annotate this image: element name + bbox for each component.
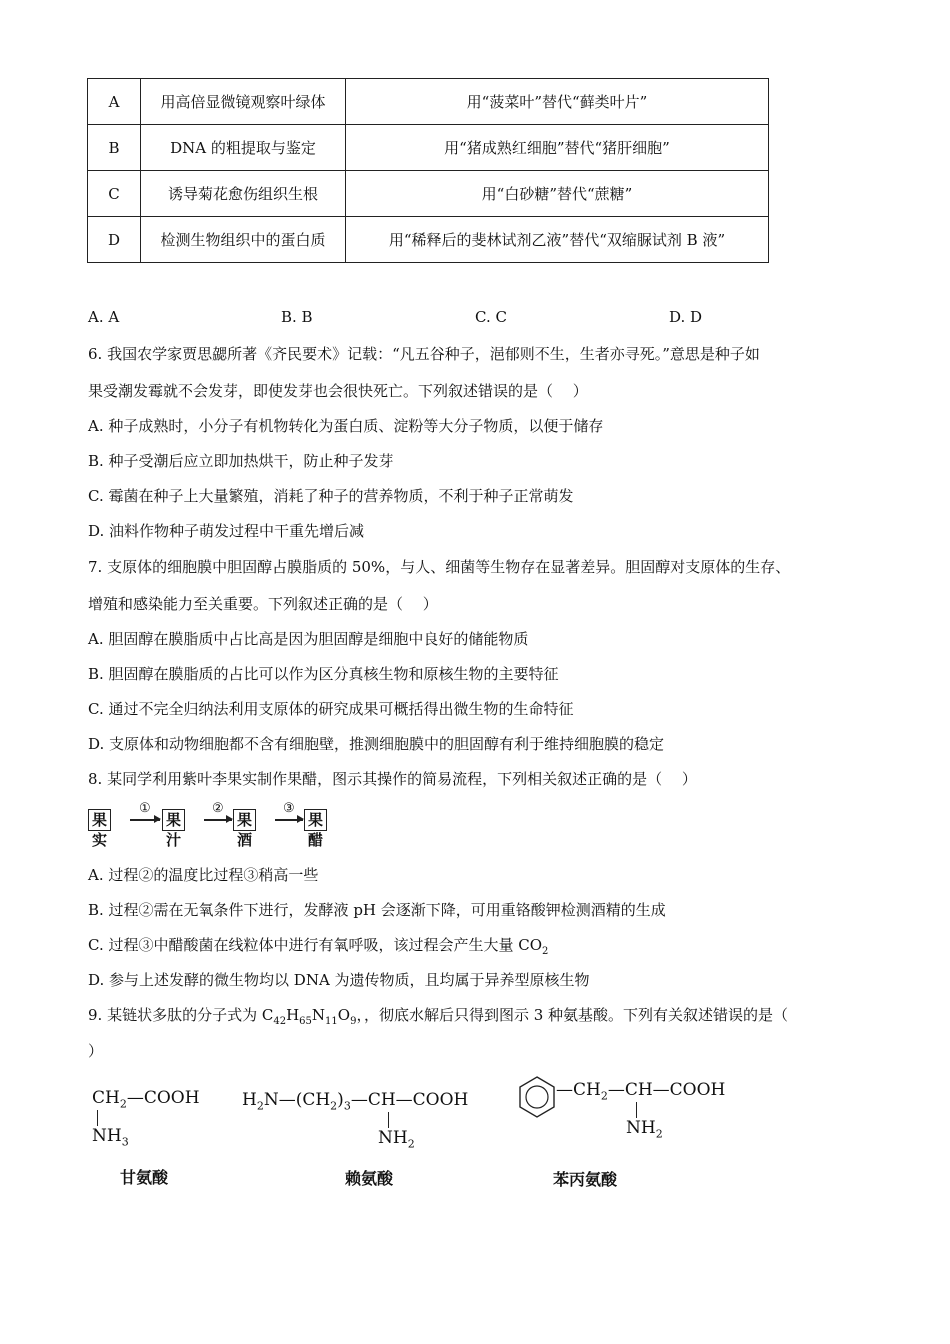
q9-stem-text: ，，彻底水解后只得到图示 3 种氨基酸。下列有关叙述错误的是（ (356, 1006, 789, 1024)
experiment-cell: 诱导菊花愈伤组织生根 (141, 171, 346, 217)
chem-sub: 3 (121, 1135, 129, 1149)
table-row (88, 171, 769, 217)
chem-sub: 2 (600, 1089, 608, 1103)
bond-line (636, 1102, 637, 1118)
q7-option-c: C. 通过不完全归纳法利用支原体的研究成果可概括得出微生物的生命特征 (88, 700, 574, 718)
chem-sub: 2 (655, 1127, 663, 1141)
q6-stem-line2: 果受潮发霉就不会发芽，即使发芽也会很快死亡。下列叙述错误的是（ ） (88, 382, 588, 400)
formula-sub: 11 (325, 1016, 338, 1027)
chem-text: NH (92, 1126, 122, 1146)
chem-text: ) (337, 1090, 344, 1110)
row-id: B (88, 125, 141, 171)
chem-text: NH (378, 1128, 408, 1148)
q8-option-a: A. 过程②的温度比过程③稍高一些 (88, 866, 319, 884)
chem-sub: 3 (343, 1099, 351, 1113)
formula-sub: 9 (350, 1016, 357, 1027)
q5-option-d: D. D (669, 308, 703, 326)
q7-option-b: B. 胆固醇在膜脂质的占比可以作为区分真核生物和原核生物的主要特征 (88, 665, 559, 683)
flow-arrow (275, 819, 303, 821)
chem-text: NH (626, 1118, 656, 1138)
table-row (88, 125, 769, 171)
flow-step-1: ① (139, 801, 151, 816)
flow-arrow (130, 819, 160, 821)
chem-text: —CH (556, 1080, 601, 1100)
lysine-amino (378, 1128, 415, 1150)
replacement-cell: 用“猪成熟红细胞”替代“猪肝细胞” (346, 125, 769, 171)
flow-box-juice: 果汁 (162, 809, 185, 831)
chem-text: H (242, 1090, 257, 1110)
phenylalanine-label: 苯丙氨酸 (553, 1170, 618, 1189)
table-row (88, 217, 769, 263)
q6-stem-line1: 6. 我国农学家贾思勰所著《齐民要术》记载：“凡五谷种子，浥郁则不生，生者亦寻死。”意思是种子如 (88, 345, 760, 363)
chem-text: —CH—COOH (350, 1090, 469, 1110)
row-id: A (88, 79, 141, 125)
chem-sub: 2 (330, 1099, 338, 1113)
formula-element: N (311, 1006, 326, 1024)
phenylalanine-amino (626, 1118, 663, 1140)
table-row (88, 79, 769, 125)
q7-stem-line1: 7. 支原体的细胞膜中胆固醇占膜脂质的 50%，与人、细菌等生物存在显著差异。胆固醇对支原体的生存、 (88, 558, 791, 576)
q6-option-c: C. 霉菌在种子上大量繁殖，消耗了种子的营养物质，不利于种子正常萌发 (88, 487, 574, 505)
flow-step-2: ② (212, 801, 224, 816)
q6-option-b: B. 种子受潮后应立即加热烘干，防止种子发芽 (88, 452, 394, 470)
chem-sub: 2 (256, 1099, 264, 1113)
q8-option-c-text: C. 过程③中醋酸菌在线粒体中进行有氧呼吸，该过程会产生大量 CO (88, 936, 543, 954)
flow-arrow (204, 819, 232, 821)
q7-option-d: D. 支原体和动物细胞都不含有细胞壁，推测细胞膜中的胆固醇有利于维持细胞膜的稳定 (88, 735, 665, 753)
replacement-cell: 用“白砂糖”替代“蔗糖” (346, 171, 769, 217)
q5-option-b: B. B (281, 308, 313, 326)
replacement-cell: 用“菠菜叶”替代“藓类叶片” (346, 79, 769, 125)
flow-box-vinegar: 果醋 (304, 809, 327, 831)
q8-option-c (88, 934, 548, 957)
chem-text: CH (92, 1088, 120, 1108)
bond-line (97, 1110, 98, 1126)
q7-stem-line2: 增殖和感染能力至关重要。下列叙述正确的是（ ） (88, 595, 438, 613)
q9-stem-text: 9. 某链状多肽的分子式为 C (88, 1006, 274, 1024)
q6-option-d: D. 油料作物种子萌发过程中干重先增后减 (88, 522, 365, 540)
q8-option-b: B. 过程②需在无氧条件下进行，发酵液 pH 会逐渐下降，可用重铬酸钾检测酒精的生成 (88, 901, 666, 919)
phenylalanine-structure (556, 1080, 725, 1102)
q7-option-a: A. 胆固醇在膜脂质中占比高是因为胆固醇是细胞中良好的储能物质 (88, 630, 529, 648)
glycine-label: 甘氨酸 (120, 1168, 169, 1187)
q6-option-a: A. 种子成熟时，小分子有机物转化为蛋白质、淀粉等大分子物质，以便于储存 (88, 417, 604, 435)
chem-text: —COOH (126, 1088, 200, 1108)
formula-sub: 65 (299, 1016, 312, 1027)
formula-sub: 42 (273, 1016, 287, 1027)
glycine-amino (92, 1126, 129, 1148)
experiment-cell: 用高倍显微镜观察叶绿体 (141, 79, 346, 125)
chem-text: N—(CH (263, 1090, 331, 1110)
flow-box-wine: 果酒 (233, 809, 256, 831)
flow-step-3: ③ (283, 801, 295, 816)
lysine-label: 赖氨酸 (345, 1169, 394, 1188)
replacement-cell: 用“稀释后的斐林试剂乙液”替代“双缩脲试剂 B 液” (346, 217, 769, 263)
q9-stem-line2: ） (88, 1042, 104, 1060)
q8-stem: 8. 某同学利用紫叶李果实制作果醋，图示其操作的简易流程，下列相关叙述正确的是（ ） (88, 770, 697, 788)
glycine-structure (92, 1088, 200, 1110)
q5-option-a: A. A (88, 308, 120, 326)
chem-text: —CH—COOH (607, 1080, 726, 1100)
experiment-table (87, 78, 769, 263)
formula-element: H (286, 1006, 300, 1024)
bond-line (388, 1112, 389, 1128)
formula-element: O (337, 1006, 351, 1024)
chem-sub: 2 (119, 1097, 127, 1111)
experiment-cell: DNA 的粗提取与鉴定 (141, 125, 346, 171)
lysine-structure (242, 1090, 468, 1112)
q9-stem-line1 (88, 1004, 788, 1027)
flow-box-fruit: 果实 (88, 809, 111, 831)
experiment-cell: 检测生物组织中的蛋白质 (141, 217, 346, 263)
row-id: C (88, 171, 141, 217)
q8-option-d: D. 参与上述发酵的微生物均以 DNA 为遗传物质，且均属于异养型原核生物 (88, 971, 590, 989)
q8-option-c-sub: 2 (542, 946, 549, 957)
chem-sub: 2 (407, 1137, 415, 1151)
q5-option-c: C. C (475, 308, 507, 326)
row-id: D (88, 217, 141, 263)
benzene-ring-icon (517, 1075, 557, 1119)
